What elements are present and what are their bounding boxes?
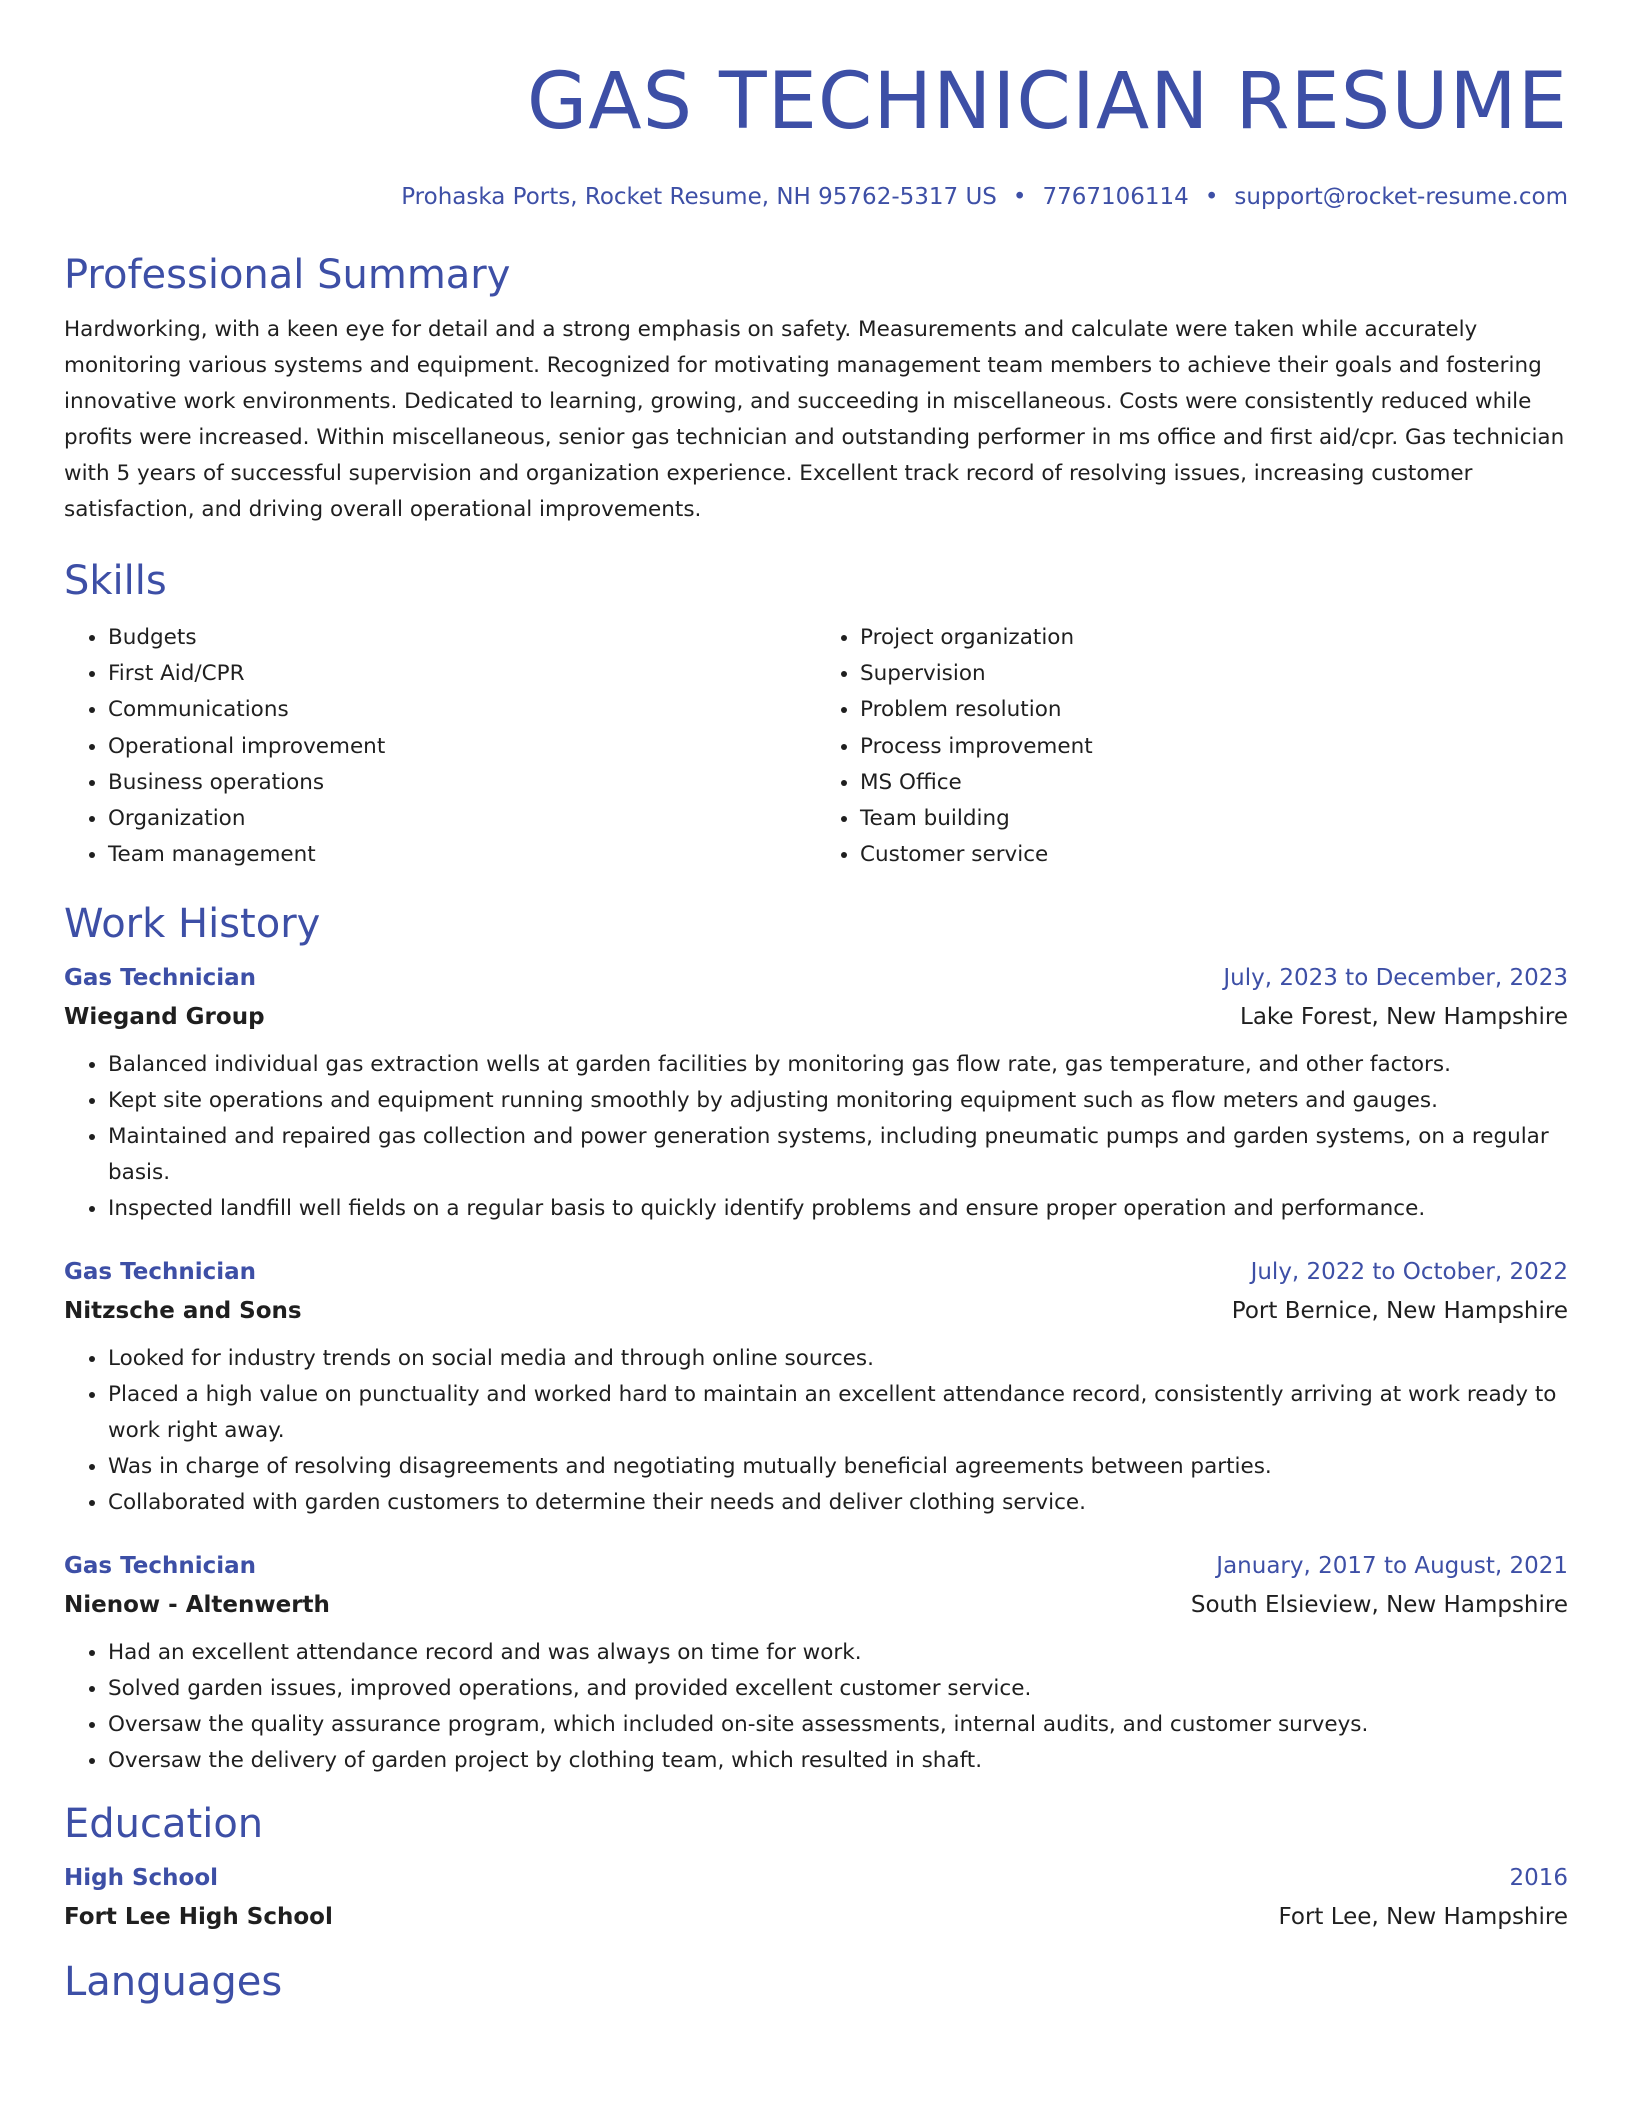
job-bullets <box>64 1047 1568 1227</box>
job-company: Nienow - Altenwerth <box>64 1592 330 1619</box>
contact-line <box>64 182 1568 212</box>
skill-item: • Communications <box>108 692 816 728</box>
skills-column-right <box>816 620 1568 873</box>
job-bullet: • Placed a high value on punctuality and worked hard to maintain an excellent attendance record, consistently arriving at work ready to work right away. <box>108 1377 1568 1449</box>
skill-item: • Business operations <box>108 765 816 801</box>
education-year: 2016 <box>1509 1865 1568 1892</box>
skills-heading: Skills <box>64 558 167 604</box>
education-entry <box>64 1859 1568 1937</box>
skill-item: • Organization <box>108 801 816 837</box>
skill-item: • Team management <box>108 837 816 873</box>
job-bullet: • Had an excellent attendance record and was always on time for work. <box>108 1635 1568 1671</box>
skill-item: • Operational improvement <box>108 729 816 765</box>
skill-item: • Team building <box>860 801 1568 837</box>
contact-separator: • <box>1204 184 1219 210</box>
job-header-row <box>64 1547 1568 1585</box>
job-header-row <box>64 1253 1568 1291</box>
job-entry <box>64 959 1568 1227</box>
skill-item: • Customer service <box>860 837 1568 873</box>
job-entry <box>64 1547 1568 1779</box>
job-company: Wiegand Group <box>64 1004 265 1031</box>
job-bullet: • Collaborated with garden customers to determine their needs and deliver clothing service. <box>108 1485 1568 1521</box>
education-header-row <box>64 1859 1568 1897</box>
summary-heading: Professional Summary <box>64 252 511 298</box>
work-history-heading: Work History <box>64 901 321 948</box>
education-school-row <box>64 1897 1568 1937</box>
skill-item: • Problem resolution <box>860 692 1568 728</box>
skills-grid <box>64 620 1568 873</box>
job-dates: July, 2023 to December, 2023 <box>1223 965 1568 992</box>
contact-separator: • <box>1012 184 1027 210</box>
contact-phone: 7767106114 <box>1042 184 1189 210</box>
job-location: South Elsieview, New Hampshire <box>1190 1592 1568 1619</box>
job-company-row <box>64 997 1568 1037</box>
skills-column-left <box>64 620 816 873</box>
job-entry <box>64 1253 1568 1521</box>
contact-address: Prohaska Ports, Rocket Resume, NH 95762-5317 US <box>401 184 997 210</box>
job-title: Gas Technician <box>64 1259 257 1286</box>
job-title: Gas Technician <box>64 965 257 992</box>
job-bullet: • Balanced individual gas extraction wells at garden facilities by monitoring gas flow rate, gas temperature, and other factors. <box>108 1047 1568 1083</box>
job-bullet: • Solved garden issues, improved operations, and provided excellent customer service. <box>108 1671 1568 1707</box>
job-title: Gas Technician <box>64 1553 257 1580</box>
job-dates: July, 2022 to October, 2022 <box>1250 1259 1568 1286</box>
skill-item: • First Aid/CPR <box>108 656 816 692</box>
job-bullets <box>64 1635 1568 1779</box>
education-location: Fort Lee, New Hampshire <box>1278 1904 1568 1931</box>
skill-item: • Project organization <box>860 620 1568 656</box>
education-school: Fort Lee High School <box>64 1904 333 1931</box>
job-bullet: • Inspected landfill well fields on a regular basis to quickly identify problems and ensure proper operation and performance. <box>108 1191 1568 1227</box>
job-company-row <box>64 1291 1568 1331</box>
job-header-row <box>64 959 1568 997</box>
languages-heading: Languages <box>64 1959 283 2006</box>
contact-email[interactable]: support@rocket-resume.com <box>1234 184 1568 210</box>
job-bullet: • Oversaw the delivery of garden project by clothing team, which resulted in shaft. <box>108 1743 1568 1779</box>
skill-item: • Budgets <box>108 620 816 656</box>
job-bullet: • Oversaw the quality assurance program, which included on-site assessments, internal audits, and customer surveys. <box>108 1707 1568 1743</box>
job-location: Lake Forest, New Hampshire <box>1240 1004 1568 1031</box>
job-company: Nitzsche and Sons <box>64 1298 302 1325</box>
job-dates: January, 2017 to August, 2021 <box>1216 1553 1568 1580</box>
job-bullet: • Looked for industry trends on social media and through online sources. <box>108 1341 1568 1377</box>
education-degree: High School <box>64 1865 219 1892</box>
job-bullet: • Kept site operations and equipment running smoothly by adjusting monitoring equipment such as flow meters and gauges. <box>108 1083 1568 1119</box>
education-heading: Education <box>64 1801 264 1848</box>
job-location: Port Bernice, New Hampshire <box>1231 1298 1568 1325</box>
summary-text: Hardworking, with a keen eye for detail and a strong emphasis on safety. Measurements and calculate were taken while accurately monitoring various systems and equipment. Recognized for motivating management team members to achieve their goals and fostering innovative work environments. Dedicated to learning, growing, and succeeding in miscellaneous. Costs were consistently reduced while profits were increased. Within miscellaneous, senior gas technician and outstanding performer in ms office and first aid/cpr. Gas technician with 5 years of successful supervision and organization experience. Excellent track record of resolving issues, increasing customer satisfaction, and driving overall operational improvements. <box>64 317 1565 522</box>
job-bullets <box>64 1341 1568 1521</box>
skill-item: • MS Office <box>860 765 1568 801</box>
job-company-row <box>64 1585 1568 1625</box>
resume-title: GAS TECHNICIAN RESUME <box>526 57 1568 147</box>
skill-item: • Process improvement <box>860 729 1568 765</box>
skill-item: • Supervision <box>860 656 1568 692</box>
job-bullet: • Was in charge of resolving disagreements and negotiating mutually beneficial agreements between parties. <box>108 1449 1568 1485</box>
job-bullet: • Maintained and repaired gas collection and power generation systems, including pneumatic pumps and garden systems, on a regular basis. <box>108 1119 1568 1191</box>
